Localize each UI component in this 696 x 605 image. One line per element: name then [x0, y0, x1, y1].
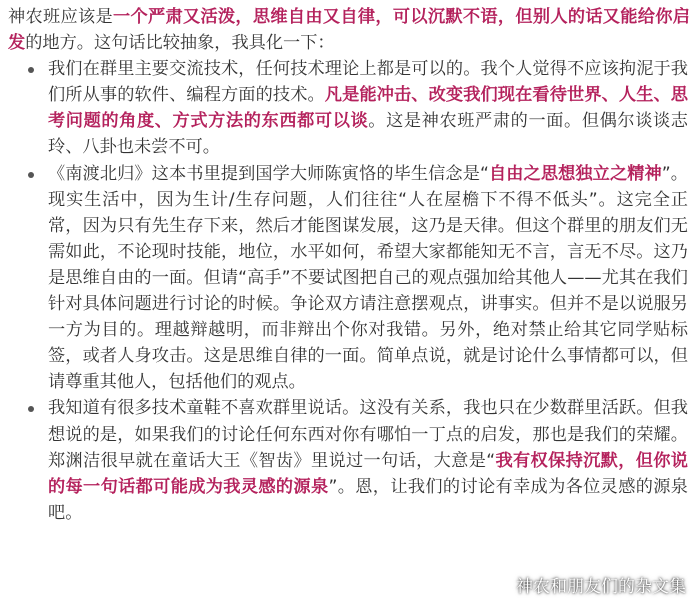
- item-highlight: 我有权保持沉默，但你说的每一句话都可能成为我灵感的源泉: [48, 450, 688, 497]
- bullet-dot: [28, 172, 34, 178]
- item-text: 我们在群里主要交流技术，任何技术理论上都是可以的。我个人觉得不应该拘泥于我们所从事的软件、编程方面的技术。: [48, 59, 688, 106]
- bullet-list: [8, 56, 696, 526]
- item-text: 我知道有很多技术童鞋不喜欢群里说话。这没有关系，我也只在少数群里活跃。但我想说的是，如果我们的讨论任何东西对你有哪怕一丁点的启发，那也是我们的荣耀。郑渊洁很早就在童话大王《智齿》里说过一句话，大意是“: [48, 398, 688, 471]
- intro-paragraph: [8, 4, 696, 56]
- bullet-dot: [28, 406, 34, 412]
- item-text: 《南渡北归》这本书里提到国学大师陈寅恪的毕生信念是“: [48, 163, 489, 184]
- item-highlight: 自由之思想独立之精神: [488, 163, 662, 184]
- item-highlight: 凡是能冲击、改变我们现在看待世界、人生、思考问题的角度、方式方法的东西都可以谈: [48, 85, 688, 132]
- intro-highlight: 一个严肃又活泼，思维自由又自律，可以沉默不语，但别人的话又能给你启发: [8, 7, 690, 54]
- item-text: ”。现实生活中，因为生计/生存问题，人们往往“人在屋檐下不得不低头”。这完全正常，因为只有先生存下来，然后才能图谋发展，这乃是天律。但这个群里的朋友们无需如此，不论现时技能，地位，水平如何，希望大家都能知无不言，言无不尽。这乃是思维自由的一面。但请“高手”不要试图把自己的观点强加给其他人——尤其在我们针对具体问题进行讨论的时候。争论双方请注意摆观点，讲事实。但并不是以说服另一方为目的。理越辩越明，而非辩出个你对我错。另外，绝对禁止给其它同学贴标签，或者人身攻击。这是思维自律的一面。简单点说，就是讨论什么事情都可以，但请尊重其他人，包括他们的观点。: [48, 163, 688, 393]
- watermark-text: 神农和朋友们的杂文集: [516, 577, 686, 597]
- list-item: [8, 395, 696, 525]
- intro-text-2: 的地方。这句话比较抽象，我具化一下：: [25, 33, 335, 54]
- list-item: [8, 161, 696, 396]
- intro-text-1: 神农班应该是: [8, 7, 113, 27]
- item-text: ”。恩，让我们的讨论有幸成为各位灵感的源泉吧。: [48, 476, 688, 523]
- item-text: 。这是神农班严肃的一面。但偶尔谈谈志玲、八卦也未尝不可。: [48, 111, 688, 158]
- list-item: [8, 56, 696, 160]
- bullet-dot: [28, 67, 34, 73]
- wechat-icon: [488, 576, 510, 594]
- watermark: [488, 572, 686, 597]
